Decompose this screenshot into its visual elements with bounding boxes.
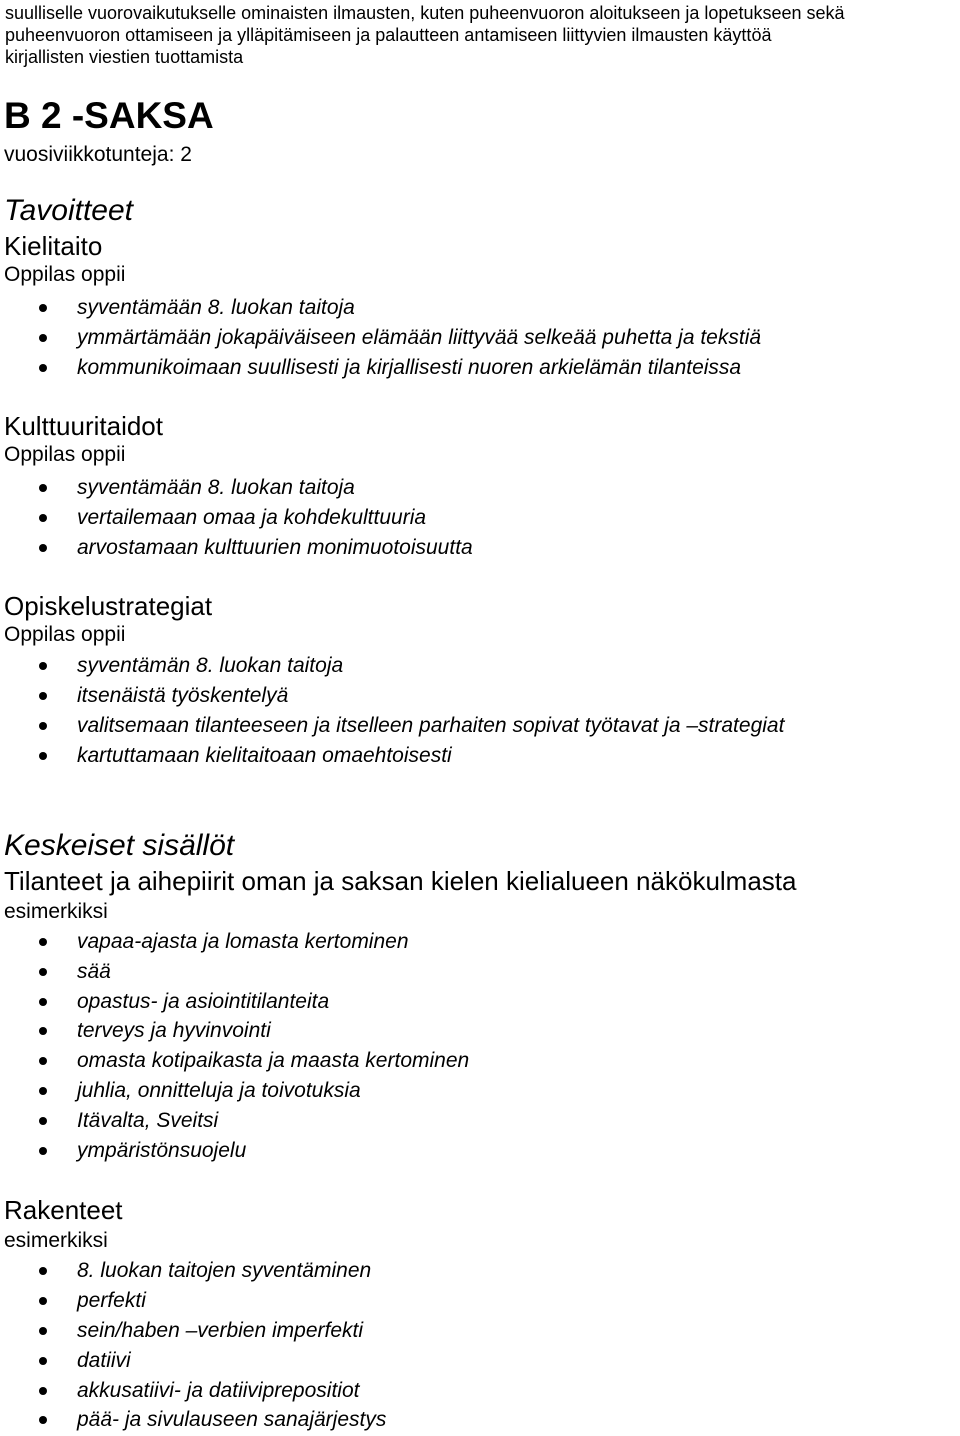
list-item-text: pää- ja sivulauseen sanajärjestys: [77, 1408, 387, 1431]
kielitaito-heading: Kielitaito: [4, 231, 103, 261]
list-item-text: sää: [77, 960, 111, 983]
list-item-text: terveys ja hyvinvointi: [77, 1019, 271, 1042]
bullet-icon: [39, 1057, 47, 1065]
list-item-text: kartuttamaan kielitaitoaan omaehtoisesti: [77, 744, 452, 767]
goals-heading: Tavoitteet: [4, 194, 133, 227]
list-item-text: Itävalta, Sveitsi: [77, 1109, 219, 1132]
list-item-text: juhlia, onnitteluja ja toivotuksia: [77, 1079, 361, 1102]
bullet-icon: [39, 938, 47, 946]
list-item-text: perfekti: [77, 1289, 146, 1312]
rakenteet-heading: Rakenteet: [4, 1195, 123, 1225]
list-item-text: syventämän 8. luokan taitoja: [77, 654, 344, 677]
bullet-icon: [39, 968, 47, 976]
list-item-text: sein/haben –verbien imperfekti: [77, 1319, 364, 1342]
kulttuuri-lead: Oppilas oppii: [4, 443, 126, 466]
list-item-text: arvostamaan kulttuurien monimuotoisuutta: [77, 536, 473, 559]
list-item-text: ympäristönsuojelu: [77, 1139, 247, 1162]
list-item-text: ymmärtämään jokapäiväiseen elämään liittyvää selkeää puhetta ja tekstiä: [77, 326, 762, 349]
bullet-icon: [39, 1267, 47, 1275]
bullet-icon: [39, 1357, 47, 1365]
intro-line: puheenvuoron ottamiseen ja ylläpitämiseen ja palautteen antamiseen liittyvien ilmausten käyttöä: [5, 25, 772, 45]
tilanteet-heading: Tilanteet ja aihepiirit oman ja saksan kielen kielialueen näkökulmasta: [4, 866, 797, 896]
list-item-text: opastus- ja asiointitilanteita: [77, 990, 330, 1013]
bullet-icon: [39, 1147, 47, 1155]
bullet-icon: [39, 662, 47, 670]
bullet-icon: [39, 364, 47, 372]
opiskelu-heading: Opiskelustrategiat: [4, 591, 213, 621]
bullet-icon: [39, 692, 47, 700]
kulttuuri-heading: Kulttuuritaidot: [4, 411, 163, 441]
list-item-text: kommunikoimaan suullisesti ja kirjallisesti nuoren arkielämän tilanteissa: [77, 356, 742, 379]
bullet-icon: [39, 1117, 47, 1125]
bullet-icon: [39, 752, 47, 760]
bullet-icon: [39, 998, 47, 1006]
bullet-icon: [39, 1027, 47, 1035]
list-item-text: syventämään 8. luokan taitoja: [77, 476, 355, 499]
list-item-text: vapaa-ajasta ja lomasta kertominen: [77, 930, 409, 953]
bullet-icon: [39, 484, 47, 492]
intro-line: suulliselle vuorovaikutukselle ominaisten ilmausten, kuten puheenvuoron aloitukseen ja lopetukseen sekä: [5, 3, 845, 23]
intro-paragraph: [5, 2, 960, 68]
bullet-icon: [39, 1387, 47, 1395]
bullet-icon: [39, 514, 47, 522]
list-item-text: 8. luokan taitojen syventäminen: [77, 1259, 372, 1282]
opiskelu-lead: Oppilas oppii: [4, 623, 126, 646]
bullet-icon: [39, 334, 47, 342]
intro-line: kirjallisten viestien tuottamista: [5, 47, 244, 67]
list-item-text: syventämään 8. luokan taitoja: [77, 296, 355, 319]
list-item-text: akkusatiivi- ja datiiviprepositiot: [77, 1379, 360, 1402]
contents-heading: Keskeiset sisällöt: [4, 829, 235, 862]
list-item-text: vertailemaan omaa ja kohdekulttuuria: [77, 506, 427, 529]
list-item-text: itsenäistä työskentelyä: [77, 684, 289, 707]
list-item-text: valitsemaan tilanteeseen ja itselleen parhaiten sopivat työtavat ja –strategiat: [77, 714, 785, 737]
bullet-icon: [39, 722, 47, 730]
list-item-text: omasta kotipaikasta ja maasta kertominen: [77, 1049, 470, 1072]
bullet-icon: [39, 1416, 47, 1424]
list-item-text: datiivi: [77, 1349, 131, 1372]
rakenteet-lead: esimerkiksi: [4, 1229, 108, 1252]
bullet-icon: [39, 1297, 47, 1305]
bullet-icon: [39, 544, 47, 552]
weekly-hours: vuosiviikkotunteja: 2: [4, 143, 192, 166]
bullet-icon: [39, 1327, 47, 1335]
bullet-icon: [39, 304, 47, 312]
bullet-icon: [39, 1087, 47, 1095]
subject-title: B 2 -SAKSA: [4, 95, 214, 136]
tilanteet-lead: esimerkiksi: [4, 900, 108, 923]
kielitaito-lead: Oppilas oppii: [4, 263, 126, 286]
